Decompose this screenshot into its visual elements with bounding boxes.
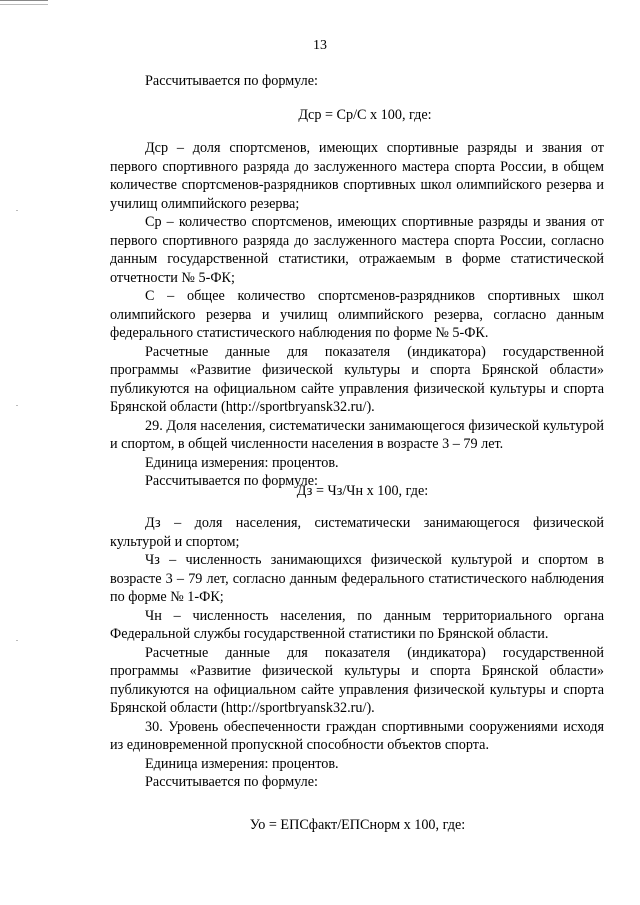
margin-speck — [16, 210, 18, 211]
indicator-30-heading: 30. Уровень обеспеченности граждан спортивными сооружениями исходя из единовременной пропускной способности объектов спорта. — [110, 718, 604, 753]
calc-formula-intro: Рассчитывается по формуле: — [145, 473, 318, 489]
margin-speck — [16, 640, 18, 641]
definition-dz: Дз – доля населения, систематически занимающегося физической культурой и спортом; — [110, 515, 604, 550]
definition-chz: Чз – численность занимающихся физической культурой и спортом в возрасте 3 – 79 лет, согласно данным федерального статистического наблюдения по форме № 1-ФК; — [110, 552, 604, 605]
formula-dsr: Дср = Ср/С х 100, где: — [298, 107, 432, 123]
definitions-block-1 — [110, 139, 604, 491]
calc-data-note: Расчетные данные для показателя (индикатора) государственной программы «Развитие физической культуры и спорта Брянской области» публикуются на официальном сайте управления физической культуры и спорта Брянской области (http://sportbryansk32.ru/). — [110, 644, 604, 716]
page-number: 13 — [313, 38, 327, 53]
definitions-block-2 — [110, 514, 604, 792]
scan-edge-mark — [0, 0, 48, 5]
unit-of-measure: Единица измерения: процентов. — [145, 454, 339, 471]
indicator-29-heading: 29. Доля населения, систематически занимающегося физической культурой и спортом, в общей численности населения в возрасте 3 – 79 лет. — [110, 417, 604, 452]
margin-speck — [16, 405, 18, 406]
definition-chn: Чн – численность населения, по данным территориального органа Федеральной службы государственной статистики по Брянской области. — [110, 607, 604, 642]
calc-formula-intro: Рассчитывается по формуле: — [145, 73, 318, 89]
formula-dz: Дз = Чз/Чн х 100, где: — [296, 483, 429, 499]
definition-dsr: Дср – доля спортсменов, имеющих спортивные разряды и звания от первого спортивного разряда до заслуженного мастера спорта России, в общем количестве спортсменов-разрядников спортивных школ олимпийского резерва и училищ олимпийского резерва; — [110, 140, 604, 212]
unit-of-measure: Единица измерения: процентов. — [145, 755, 339, 772]
calc-data-note: Расчетные данные для показателя (индикатора) государственной программы «Развитие физической культуры и спорта Брянской области» публикуются на официальном сайте управления физической культуры и спорта Брянской области (http://sportbryansk32.ru/). — [110, 343, 604, 415]
calc-formula-intro: Рассчитывается по формуле: — [145, 774, 318, 790]
definition-sr: Ср – количество спортсменов, имеющих спортивные разряды и звания от первого спортивного разряда до заслуженного мастера спорта России, согласно данным государственной статистики, отражаемым в форме статистической отчетности № 5-ФК; — [110, 214, 604, 286]
definition-s: С – общее количество спортсменов-разрядников спортивных школ олимпийского резерва и училищ олимпийского резерва, согласно данным федерального статистического наблюдения по форме № 5-ФК. — [110, 288, 604, 341]
formula-uo: Уо = ЕПСфакт/ЕПСнорм х 100, где: — [249, 817, 466, 833]
